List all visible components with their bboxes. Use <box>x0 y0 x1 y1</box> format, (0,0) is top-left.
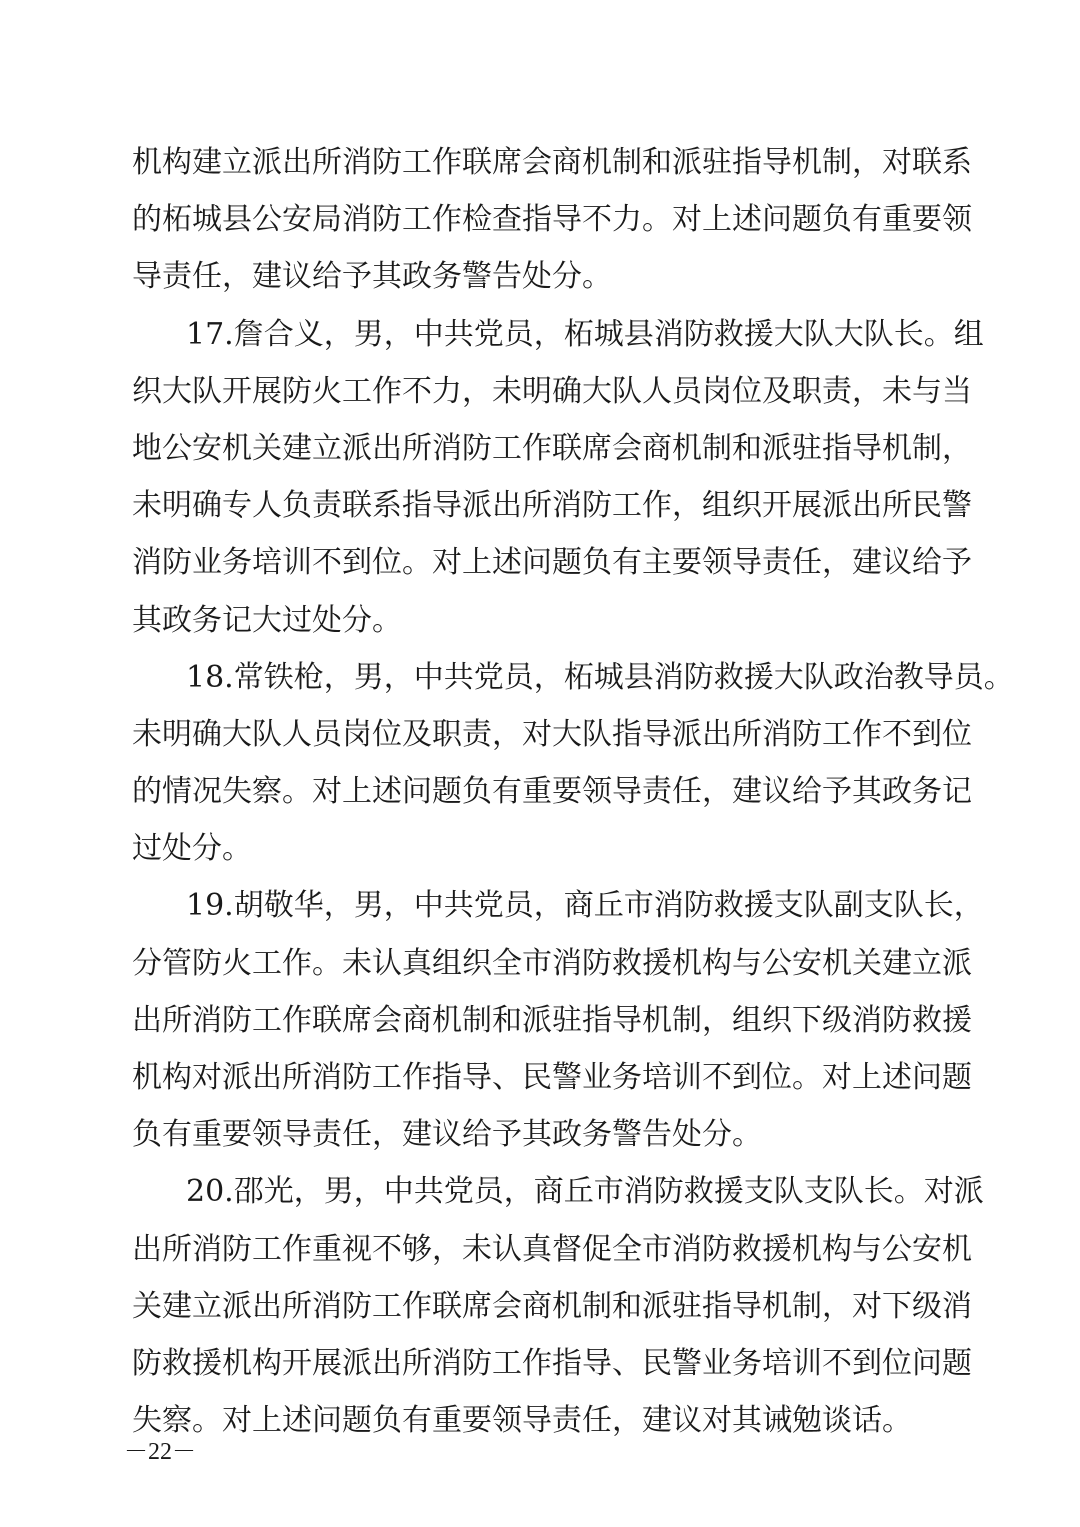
text-line: 的柘城县公安局消防工作检查指导不力。对上述问题负有重要领 <box>132 202 972 238</box>
text-line: 负有重要领导责任，建议给予其政务警告处分。 <box>132 1117 762 1153</box>
text-line: 机构对派出所消防工作指导、民警业务培训不到位。对上述问题 <box>132 1060 972 1095</box>
paragraph-17-start: 17.詹合义，男，中共党员，柘城县消防救援大队大队长。组 <box>186 316 984 352</box>
text-line: 防救援机构开展派出所消防工作指导、民警业务培训不到位问题 <box>132 1345 972 1381</box>
text-line: 分管防火工作。未认真组织全市消防救援机构与公安机关建立派 <box>132 945 972 981</box>
text-line: 地公安机关建立派出所消防工作联席会商机制和派驻指导机制， <box>132 430 972 466</box>
text-line: 的情况失察。对上述问题负有重要领导责任，建议给予其政务记 <box>132 774 972 810</box>
text-line: 消防业务培训不到位。对上述问题负有主要领导责任，建议给予 <box>132 545 972 581</box>
text-line: 其政务记大过处分。 <box>132 602 402 638</box>
text-line: 导责任，建议给予其政务警告处分。 <box>132 259 612 295</box>
text-line: 织大队开展防火工作不力，未明确大队人员岗位及职责，未与当 <box>132 373 972 409</box>
paragraph-19-start: 19.胡敬华，男，中共党员，商丘市消防救援支队副支队长， <box>186 888 984 924</box>
text-line: 出所消防工作联席会商机制和派驻指导机制，组织下级消防救援 <box>132 1002 972 1038</box>
paragraph-18-start: 18.常铁枪，男，中共党员，柘城县消防救援大队政治教导员。 <box>186 659 1014 695</box>
document-body <box>132 134 1014 1449</box>
text-line: 出所消防工作重视不够，未认真督促全市消防救援机构与公安机 <box>132 1231 972 1267</box>
text-line: 失察。对上述问题负有重要领导责任，建议对其诫勉谈话。 <box>132 1403 912 1439</box>
text-line: 未明确专人负责联系指导派出所消防工作，组织开展派出所民警 <box>132 488 972 524</box>
text-line: 机构建立派出所消防工作联席会商机制和派驻指导机制，对联系 <box>132 145 972 180</box>
paragraph-20-start: 20.邵光，男，中共党员，商丘市消防救援支队支队长。对派 <box>186 1174 984 1210</box>
text-line: 关建立派出所消防工作联席会商机制和派驻指导机制，对下级消 <box>132 1288 972 1324</box>
text-line: 未明确大队人员岗位及职责，对大队指导派出所消防工作不到位 <box>132 716 972 752</box>
page-number: －22－ <box>124 1439 196 1465</box>
text-line: 过处分。 <box>132 831 252 867</box>
